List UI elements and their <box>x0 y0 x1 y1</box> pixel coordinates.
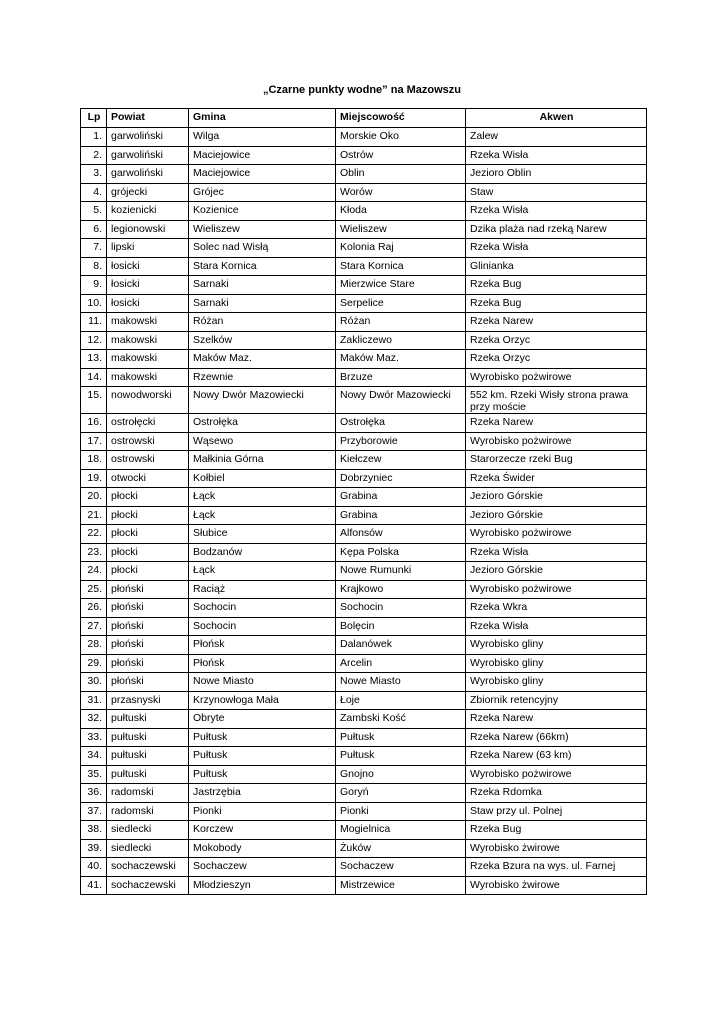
cell-gmina: Pułtusk <box>189 765 336 784</box>
cell-akwen: Rzeka Bzura na wys. ul. Farnej <box>466 858 647 877</box>
cell-akwen: Rzeka Orzyc <box>466 350 647 369</box>
table-row <box>81 543 647 562</box>
cell-miejscowosc: Pułtusk <box>336 728 466 747</box>
cell-akwen: Dzika plaża nad rzeką Narew <box>466 220 647 239</box>
header-lp: Lp <box>81 109 107 128</box>
cell-gmina: Łąck <box>189 506 336 525</box>
cell-powiat: garwoliński <box>107 128 189 147</box>
cell-lp: 24. <box>81 562 107 581</box>
table-body <box>81 128 647 895</box>
cell-miejscowosc: Krajkowo <box>336 580 466 599</box>
cell-gmina: Płońsk <box>189 654 336 673</box>
cell-powiat: płoński <box>107 636 189 655</box>
cell-powiat: radomski <box>107 802 189 821</box>
table-row <box>81 636 647 655</box>
table-row <box>81 580 647 599</box>
header-gmina: Gmina <box>189 109 336 128</box>
cell-miejscowosc: Sochocin <box>336 599 466 618</box>
cell-akwen: Zalew <box>466 128 647 147</box>
cell-akwen: Wyrobisko gliny <box>466 654 647 673</box>
cell-miejscowosc: Zakliczewo <box>336 331 466 350</box>
header-powiat: Powiat <box>107 109 189 128</box>
cell-miejscowosc: Nowe Rumunki <box>336 562 466 581</box>
table-row <box>81 294 647 313</box>
cell-miejscowosc: Nowe Miasto <box>336 673 466 692</box>
table-row <box>81 239 647 258</box>
cell-akwen: Zbiornik retencyjny <box>466 691 647 710</box>
cell-powiat: lipski <box>107 239 189 258</box>
cell-lp: 12. <box>81 331 107 350</box>
cell-powiat: makowski <box>107 350 189 369</box>
cell-powiat: płocki <box>107 543 189 562</box>
cell-powiat: kozienicki <box>107 202 189 221</box>
cell-miejscowosc: Mierzwice Stare <box>336 276 466 295</box>
cell-miejscowosc: Zambski Kość <box>336 710 466 729</box>
cell-powiat: łosicki <box>107 276 189 295</box>
cell-akwen: Rzeka Orzyc <box>466 331 647 350</box>
table-row <box>81 276 647 295</box>
cell-miejscowosc: Kiełczew <box>336 451 466 470</box>
cell-miejscowosc: Przyborowie <box>336 432 466 451</box>
cell-akwen: Rzeka Narew <box>466 414 647 433</box>
cell-gmina: Małkinia Górna <box>189 451 336 470</box>
cell-gmina: Maciejowice <box>189 146 336 165</box>
cell-gmina: Sarnaki <box>189 276 336 295</box>
cell-miejscowosc: Różan <box>336 313 466 332</box>
cell-miejscowosc: Brzuze <box>336 368 466 387</box>
cell-akwen: Rzeka Wisła <box>466 202 647 221</box>
cell-powiat: płoński <box>107 599 189 618</box>
cell-akwen: Wyrobisko gliny <box>466 673 647 692</box>
cell-lp: 30. <box>81 673 107 692</box>
cell-lp: 11. <box>81 313 107 332</box>
cell-akwen: Rzeka Rdomka <box>466 784 647 803</box>
cell-akwen: Rzeka Bug <box>466 276 647 295</box>
cell-miejscowosc: Dalanówek <box>336 636 466 655</box>
cell-miejscowosc: Kępa Polska <box>336 543 466 562</box>
table-row <box>81 728 647 747</box>
cell-gmina: Stara Kornica <box>189 257 336 276</box>
cell-gmina: Płońsk <box>189 636 336 655</box>
cell-akwen: Jezioro Górskie <box>466 506 647 525</box>
cell-miejscowosc: Grabina <box>336 488 466 507</box>
cell-miejscowosc: Arcelin <box>336 654 466 673</box>
table-row <box>81 802 647 821</box>
table-row <box>81 165 647 184</box>
cell-gmina: Raciąż <box>189 580 336 599</box>
cell-lp: 26. <box>81 599 107 618</box>
table-header-row <box>81 109 647 128</box>
table-row <box>81 469 647 488</box>
cell-powiat: siedlecki <box>107 839 189 858</box>
cell-akwen: Rzeka Wisła <box>466 543 647 562</box>
table-row <box>81 858 647 877</box>
cell-gmina: Solec nad Wisłą <box>189 239 336 258</box>
table-row <box>81 765 647 784</box>
cell-akwen: Rzeka Bug <box>466 294 647 313</box>
table-row <box>81 387 647 414</box>
table-row <box>81 691 647 710</box>
cell-gmina: Korczew <box>189 821 336 840</box>
cell-miejscowosc: Worów <box>336 183 466 202</box>
cell-powiat: sochaczewski <box>107 858 189 877</box>
cell-akwen: Staw przy ul. Polnej <box>466 802 647 821</box>
cell-gmina: Wilga <box>189 128 336 147</box>
cell-lp: 31. <box>81 691 107 710</box>
cell-akwen: Jezioro Górskie <box>466 488 647 507</box>
cell-lp: 41. <box>81 876 107 895</box>
cell-gmina: Maciejowice <box>189 165 336 184</box>
cell-lp: 16. <box>81 414 107 433</box>
cell-akwen: Rzeka Wisła <box>466 239 647 258</box>
cell-powiat: płoński <box>107 580 189 599</box>
cell-powiat: nowodworski <box>107 387 189 414</box>
cell-akwen: Wyrobisko pożwirowe <box>466 525 647 544</box>
cell-gmina: Młodzieszyn <box>189 876 336 895</box>
table-row <box>81 562 647 581</box>
cell-miejscowosc: Żuków <box>336 839 466 858</box>
table-row <box>81 414 647 433</box>
cell-lp: 14. <box>81 368 107 387</box>
cell-powiat: płoński <box>107 617 189 636</box>
cell-powiat: siedlecki <box>107 821 189 840</box>
cell-gmina: Sochocin <box>189 617 336 636</box>
cell-lp: 28. <box>81 636 107 655</box>
cell-akwen: Rzeka Wisła <box>466 146 647 165</box>
header-miejscowosc: Miejscowość <box>336 109 466 128</box>
table-row <box>81 525 647 544</box>
cell-miejscowosc: Goryń <box>336 784 466 803</box>
table-row <box>81 128 647 147</box>
cell-miejscowosc: Nowy Dwór Mazowiecki <box>336 387 466 414</box>
cell-akwen: Glinianka <box>466 257 647 276</box>
cell-gmina: Kozienice <box>189 202 336 221</box>
water-points-table <box>80 108 647 895</box>
cell-powiat: radomski <box>107 784 189 803</box>
cell-miejscowosc: Grabina <box>336 506 466 525</box>
cell-miejscowosc: Łoje <box>336 691 466 710</box>
cell-gmina: Jastrzębia <box>189 784 336 803</box>
cell-lp: 25. <box>81 580 107 599</box>
cell-powiat: ostrowski <box>107 451 189 470</box>
cell-powiat: makowski <box>107 313 189 332</box>
cell-lp: 29. <box>81 654 107 673</box>
cell-gmina: Obryte <box>189 710 336 729</box>
cell-gmina: Grójec <box>189 183 336 202</box>
cell-akwen: Rzeka Wisła <box>466 617 647 636</box>
cell-akwen: Starorzecze rzeki Bug <box>466 451 647 470</box>
cell-miejscowosc: Maków Maz. <box>336 350 466 369</box>
cell-akwen: Wyrobisko żwirowe <box>466 839 647 858</box>
table-row <box>81 599 647 618</box>
table-row <box>81 451 647 470</box>
table-row <box>81 313 647 332</box>
cell-gmina: Krzynowłoga Mała <box>189 691 336 710</box>
cell-lp: 8. <box>81 257 107 276</box>
cell-gmina: Łąck <box>189 562 336 581</box>
cell-miejscowosc: Kłoda <box>336 202 466 221</box>
cell-gmina: Maków Maz. <box>189 350 336 369</box>
cell-akwen: Jezioro Górskie <box>466 562 647 581</box>
table-row <box>81 673 647 692</box>
cell-akwen: Wyrobisko żwirowe <box>466 876 647 895</box>
cell-gmina: Pionki <box>189 802 336 821</box>
cell-lp: 20. <box>81 488 107 507</box>
cell-gmina: Różan <box>189 313 336 332</box>
cell-gmina: Słubice <box>189 525 336 544</box>
cell-gmina: Ostrołęka <box>189 414 336 433</box>
cell-miejscowosc: Serpelice <box>336 294 466 313</box>
cell-powiat: legionowski <box>107 220 189 239</box>
cell-lp: 15. <box>81 387 107 414</box>
cell-powiat: pułtuski <box>107 728 189 747</box>
cell-lp: 40. <box>81 858 107 877</box>
cell-lp: 9. <box>81 276 107 295</box>
cell-powiat: płocki <box>107 562 189 581</box>
cell-gmina: Mokobody <box>189 839 336 858</box>
cell-akwen: Jezioro Oblin <box>466 165 647 184</box>
cell-akwen: Wyrobisko pożwirowe <box>466 368 647 387</box>
cell-akwen: Staw <box>466 183 647 202</box>
cell-lp: 10. <box>81 294 107 313</box>
cell-gmina: Wąsewo <box>189 432 336 451</box>
cell-powiat: łosicki <box>107 294 189 313</box>
cell-powiat: pułtuski <box>107 765 189 784</box>
cell-miejscowosc: Kolonia Raj <box>336 239 466 258</box>
cell-miejscowosc: Bolęcin <box>336 617 466 636</box>
cell-gmina: Nowe Miasto <box>189 673 336 692</box>
cell-akwen: Wyrobisko gliny <box>466 636 647 655</box>
cell-akwen: Rzeka Narew (66km) <box>466 728 647 747</box>
cell-lp: 18. <box>81 451 107 470</box>
cell-akwen: Wyrobisko pożwirowe <box>466 432 647 451</box>
table-row <box>81 146 647 165</box>
cell-miejscowosc: Gnojno <box>336 765 466 784</box>
table-row <box>81 368 647 387</box>
cell-lp: 3. <box>81 165 107 184</box>
cell-powiat: przasnyski <box>107 691 189 710</box>
cell-akwen: Rzeka Narew <box>466 313 647 332</box>
cell-powiat: garwoliński <box>107 165 189 184</box>
cell-lp: 39. <box>81 839 107 858</box>
cell-miejscowosc: Wieliszew <box>336 220 466 239</box>
cell-lp: 27. <box>81 617 107 636</box>
cell-powiat: makowski <box>107 368 189 387</box>
table-row <box>81 876 647 895</box>
table-row <box>81 488 647 507</box>
cell-gmina: Rzewnie <box>189 368 336 387</box>
cell-gmina: Pułtusk <box>189 728 336 747</box>
cell-powiat: płoński <box>107 654 189 673</box>
cell-miejscowosc: Stara Kornica <box>336 257 466 276</box>
cell-lp: 19. <box>81 469 107 488</box>
cell-powiat: ostrowski <box>107 432 189 451</box>
cell-miejscowosc: Ostrołęka <box>336 414 466 433</box>
cell-akwen: Rzeka Świder <box>466 469 647 488</box>
cell-gmina: Nowy Dwór Mazowiecki <box>189 387 336 414</box>
cell-powiat: ostrołęcki <box>107 414 189 433</box>
table-row <box>81 839 647 858</box>
table-row <box>81 350 647 369</box>
table-row <box>81 202 647 221</box>
page-title: „Czarne punkty wodne” na Mazowszu <box>262 84 462 96</box>
table-row <box>81 331 647 350</box>
table-row <box>81 432 647 451</box>
cell-miejscowosc: Oblin <box>336 165 466 184</box>
cell-lp: 13. <box>81 350 107 369</box>
cell-powiat: pułtuski <box>107 747 189 766</box>
cell-powiat: płocki <box>107 506 189 525</box>
cell-lp: 33. <box>81 728 107 747</box>
table-row <box>81 183 647 202</box>
cell-akwen: Wyrobisko pożwirowe <box>466 580 647 599</box>
cell-akwen: 552 km. Rzeki Wisły strona prawa przy moście <box>466 387 647 414</box>
cell-powiat: otwocki <box>107 469 189 488</box>
cell-lp: 2. <box>81 146 107 165</box>
cell-lp: 23. <box>81 543 107 562</box>
cell-powiat: garwoliński <box>107 146 189 165</box>
cell-powiat: makowski <box>107 331 189 350</box>
cell-akwen: Wyrobisko pożwirowe <box>466 765 647 784</box>
cell-lp: 5. <box>81 202 107 221</box>
cell-powiat: płocki <box>107 488 189 507</box>
cell-akwen: Rzeka Narew (63 km) <box>466 747 647 766</box>
table-row <box>81 257 647 276</box>
cell-powiat: płoński <box>107 673 189 692</box>
cell-lp: 32. <box>81 710 107 729</box>
table-row <box>81 821 647 840</box>
table-row <box>81 617 647 636</box>
table-row <box>81 654 647 673</box>
cell-miejscowosc: Mogielnica <box>336 821 466 840</box>
cell-lp: 35. <box>81 765 107 784</box>
header-akwen: Akwen <box>466 109 647 128</box>
cell-akwen: Rzeka Bug <box>466 821 647 840</box>
cell-gmina: Bodzanów <box>189 543 336 562</box>
cell-gmina: Sarnaki <box>189 294 336 313</box>
cell-lp: 34. <box>81 747 107 766</box>
cell-lp: 6. <box>81 220 107 239</box>
table-row <box>81 784 647 803</box>
cell-lp: 1. <box>81 128 107 147</box>
cell-akwen: Rzeka Wkra <box>466 599 647 618</box>
cell-miejscowosc: Mistrzewice <box>336 876 466 895</box>
cell-lp: 38. <box>81 821 107 840</box>
cell-miejscowosc: Sochaczew <box>336 858 466 877</box>
cell-gmina: Kołbiel <box>189 469 336 488</box>
cell-miejscowosc: Alfonsów <box>336 525 466 544</box>
cell-powiat: grójecki <box>107 183 189 202</box>
cell-miejscowosc: Ostrów <box>336 146 466 165</box>
cell-miejscowosc: Morskie Oko <box>336 128 466 147</box>
cell-lp: 17. <box>81 432 107 451</box>
table-row <box>81 710 647 729</box>
cell-lp: 37. <box>81 802 107 821</box>
cell-powiat: płocki <box>107 525 189 544</box>
cell-gmina: Sochocin <box>189 599 336 618</box>
cell-lp: 7. <box>81 239 107 258</box>
cell-lp: 4. <box>81 183 107 202</box>
cell-gmina: Szelków <box>189 331 336 350</box>
cell-gmina: Sochaczew <box>189 858 336 877</box>
cell-lp: 36. <box>81 784 107 803</box>
cell-powiat: pułtuski <box>107 710 189 729</box>
cell-lp: 21. <box>81 506 107 525</box>
table-row <box>81 506 647 525</box>
cell-miejscowosc: Pionki <box>336 802 466 821</box>
cell-akwen: Rzeka Narew <box>466 710 647 729</box>
cell-powiat: sochaczewski <box>107 876 189 895</box>
cell-powiat: łosicki <box>107 257 189 276</box>
cell-gmina: Pułtusk <box>189 747 336 766</box>
cell-miejscowosc: Dobrzyniec <box>336 469 466 488</box>
cell-gmina: Łąck <box>189 488 336 507</box>
table-row <box>81 747 647 766</box>
cell-miejscowosc: Pułtusk <box>336 747 466 766</box>
cell-gmina: Wieliszew <box>189 220 336 239</box>
table-row <box>81 220 647 239</box>
cell-lp: 22. <box>81 525 107 544</box>
